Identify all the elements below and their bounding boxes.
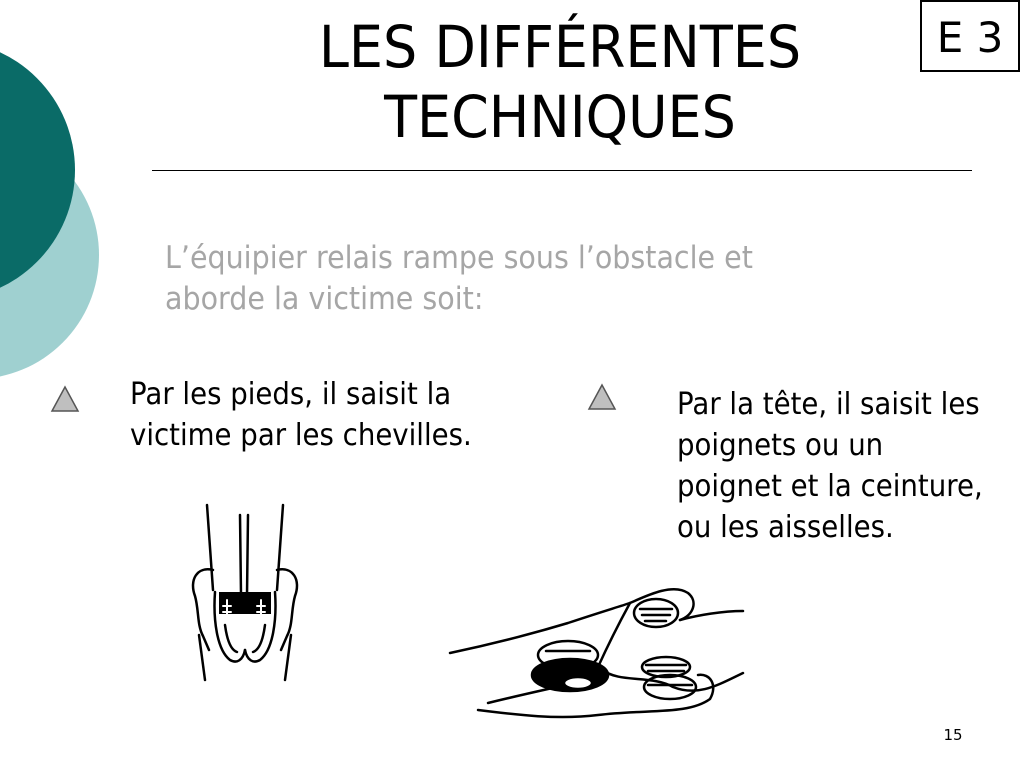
item-head-line-3: poignet et la ceinture, (677, 469, 983, 504)
item-head-line-1: Par la tête, il saisit les (677, 387, 980, 422)
intro-line-1: L’équipier relais rampe sous l’obstacle et (165, 240, 753, 276)
section-badge: E 3 (920, 0, 1020, 72)
title-line-1: LES DIFFÉRENTES (318, 13, 802, 81)
triangle-bullet-icon (50, 385, 80, 413)
title-divider (152, 170, 972, 171)
slide-number: 15 (943, 726, 963, 744)
item-head-line-4: ou les aisselles. (677, 510, 894, 545)
item-feet-text (130, 374, 472, 456)
item-feet-line-1: Par les pieds, il saisit la (130, 377, 452, 412)
intro-line-2: aborde la victime soit: (165, 281, 484, 317)
slide-title (225, 12, 895, 152)
decorative-circles (0, 0, 110, 420)
item-head-line-2: poignets ou un (677, 428, 884, 463)
triangle-bullet-icon (587, 383, 617, 411)
wrists-grip-illustration (448, 575, 748, 730)
item-head-text (677, 384, 983, 548)
title-line-2: TECHNIQUES (384, 83, 736, 151)
ankles-grip-illustration (185, 500, 305, 685)
intro-text (165, 238, 754, 320)
item-feet-line-2: victime par les chevilles. (130, 418, 472, 453)
